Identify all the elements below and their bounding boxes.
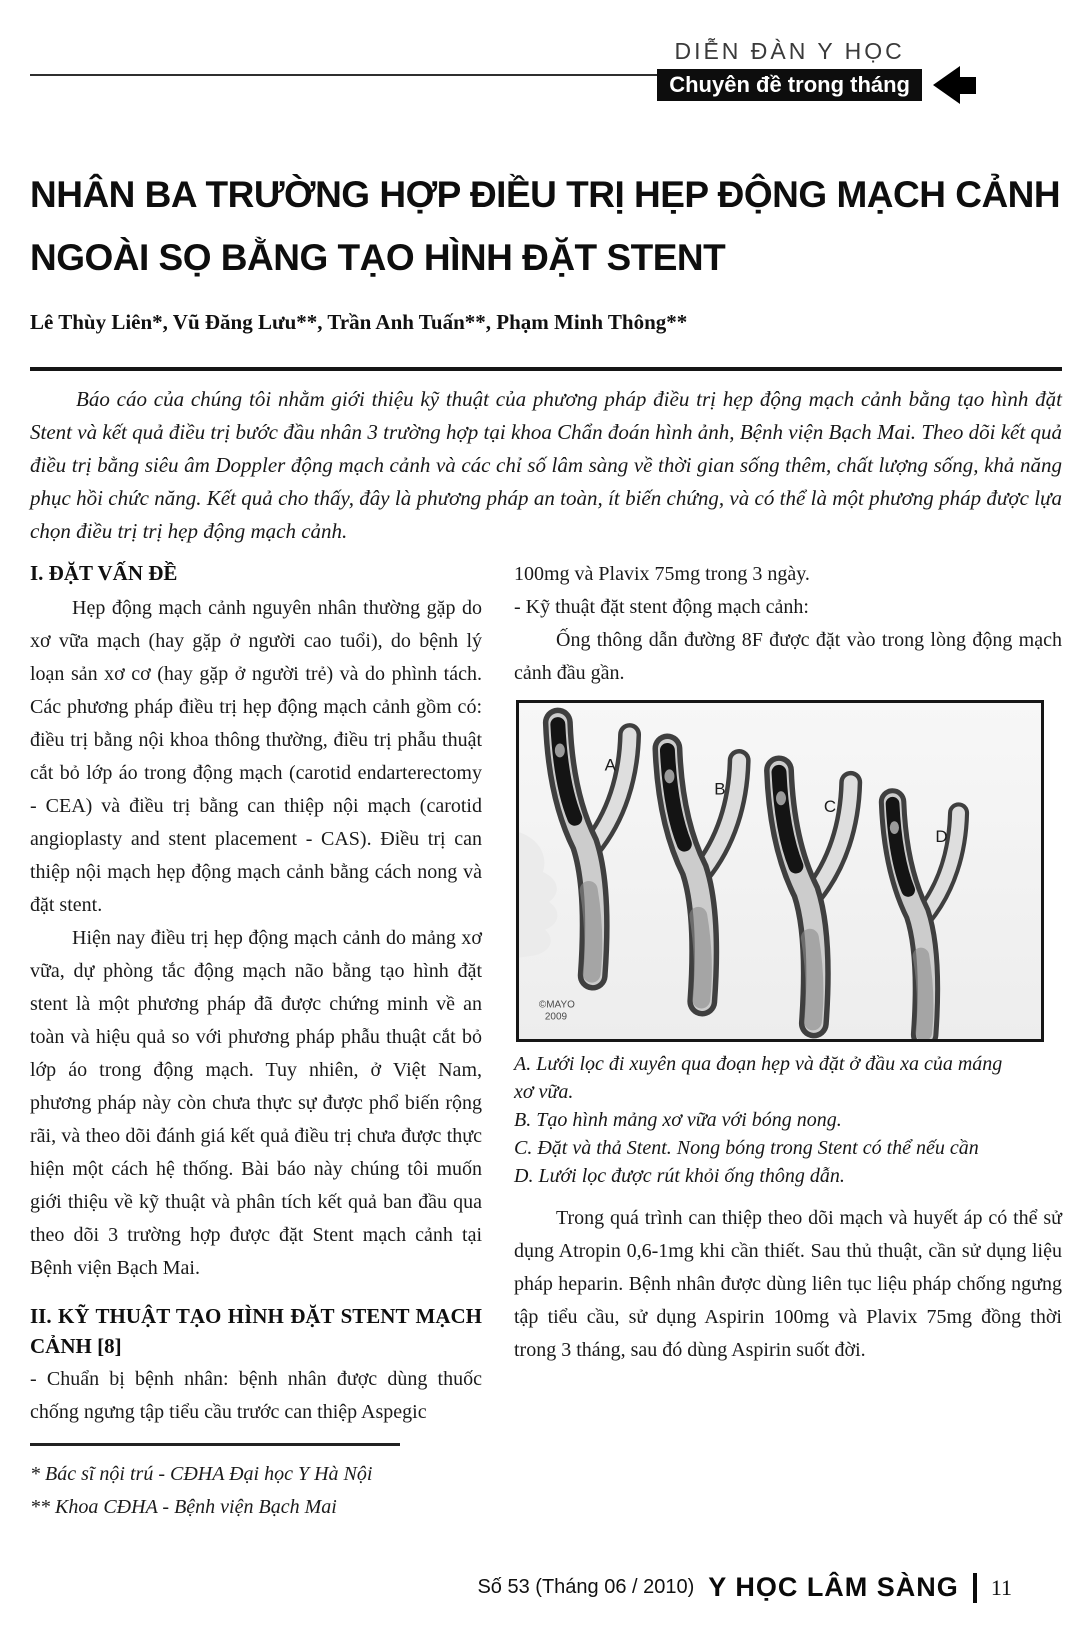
carotid-stent-figure — [516, 700, 1044, 1042]
abstract-paragraph: Báo cáo của chúng tôi nhằm giới thiệu kỹ thuật của phương pháp điều trị hẹp động mạch cảnh bằng tạo hình đặt Stent và kết quả điều trị bước đầu nhân 3 trường hợp tại khoa Chẩn đoán hình ảnh, Bệnh viện Bạch Mai. Theo dõi kết quả điều trị bằng siêu âm Doppler động mạch cảnh và các chỉ số lâm sàng về thời gian sống thêm, chất lượng sống, khả năng phục hồi chức năng. Kết quả cho thấy, đây là phương pháp an toàn, ít biến chứng, và có thể là một phương pháp được lựa chọn điều trị trị hẹp động mạch cảnh. — [30, 386, 1062, 543]
section-1-heading: I. ĐẶT VẤN ĐỀ — [30, 560, 178, 585]
authors-line: Lê Thùy Liên*, Vũ Đăng Lưu**, Trần Anh Tuấn**, Phạm Minh Thông** — [30, 309, 688, 334]
vessel-B — [664, 748, 739, 1001]
section-2-heading: II. KỸ THUẬT TẠO HÌNH ĐẶT STENT MẠCH CẢNH [8] — [30, 1303, 482, 1358]
right-column — [514, 558, 1062, 1429]
page-header — [30, 0, 1062, 118]
right-paragraph-3: Ống thông dẫn đường 8F được đặt vào trong lòng động mạch cảnh đầu gần. — [514, 628, 1062, 684]
article-title-line2: NGOÀI SỌ BẰNG TẠO HÌNH ĐẶT STENT — [30, 236, 726, 278]
footnote-1: * Bác sĩ nội trú - CĐHA Đại học Y Hà Nội — [30, 1463, 373, 1485]
footnote-rule — [30, 1443, 400, 1446]
page-footer — [477, 1572, 1012, 1603]
journal-section-label: DIỄN ĐÀN Y HỌC — [674, 38, 905, 64]
page-number: 11 — [990, 1574, 1012, 1600]
carotid-figure-illustration — [519, 703, 1041, 1039]
left-paragraph-1: Hẹp động mạch cảnh nguyên nhân thường gặp do xơ vữa mạch (hay gặp ở người cao tuổi), do bệnh lý loạn sản xơ cơ (hay gặp ở người trẻ) và do phình tách. Các phương pháp điều trị hẹp động mạch cảnh gồm có: điều trị bằng nội khoa thông thường, điều trị phẫu thuật cắt bỏ lớp áo trong động mạch (carotid endarterectomy - CEA) và điều trị bằng can thiệp nội mạch (carotid angioplasty and stent placement - CAS). Điều trị can thiệp nội mạch hẹp động mạch cảnh bằng cách nong và đặt stent. — [30, 596, 482, 916]
caption-line-a: A. Lưới lọc đi xuyên qua đoạn hẹp và đặt ở đầu xa của máng xơ vữa. — [514, 1052, 1003, 1103]
figure-label-d: D — [935, 826, 948, 846]
journal-name: Y HỌC LÂM SÀNG — [708, 1572, 959, 1602]
vessel-A — [555, 722, 630, 975]
arrow-tail — [960, 77, 976, 94]
article-title-line1: NHÂN BA TRƯỜNG HỢP ĐIỀU TRỊ HẸP ĐỘNG MẠCH CẢNH — [30, 174, 1061, 215]
left-arrow-icon — [933, 66, 976, 104]
left-column — [30, 558, 482, 1429]
right-paragraph-2: - Kỹ thuật đặt stent động mạch cảnh: — [514, 595, 809, 618]
vessel-C — [776, 770, 851, 1023]
figure-credit-line2: 2009 — [544, 1011, 568, 1023]
footnote-2: ** Khoa CĐHA - Bệnh viện Bạch Mai — [30, 1496, 337, 1518]
article-title — [30, 164, 1062, 290]
caption-line-b: B. Tạo hình mảng xơ vữa với bóng nong. — [514, 1108, 842, 1131]
figure-label-b: B — [714, 779, 726, 799]
face-profile-sketch — [519, 832, 557, 958]
header-rule — [30, 74, 738, 76]
figure-label-c: C — [823, 797, 837, 817]
figure-caption — [514, 1050, 1019, 1190]
left-paragraph-2: Hiện nay điều trị hẹp động mạch cảnh do mảng xơ vữa, dự phòng tắc động mạch não bằng tạo hình đặt stent là một phương pháp đã được chứng minh về an toàn và hiệu quả so với phương pháp phẫu thuật cắt bỏ lớp áo trong động mạch. Tuy nhiên, ở Việt Nam, phương pháp này còn chưa thực sự được phổ biến rộng rãi, và theo dõi đánh giá kết quả điều trị chưa được thực hiện một cách hệ thống. Bài báo này chúng tôi muốn giới thiệu về kỹ thuật và phân tích kết quả ban đầu qua theo dõi 3 trường hợp được đặt Stent mạch cảnh tại Bệnh viện Bạch Mai. — [30, 926, 482, 1279]
topic-badge: Chuyên đề trong tháng — [657, 69, 922, 101]
figure-label-a: A — [604, 755, 616, 775]
right-paragraph-4: Trong quá trình can thiệp theo dõi mạch và huyết áp có thể sử dụng Atropin 0,6-1mg khi cần thiết. Sau thủ thuật, cần sử dụng liệu pháp heparin. Bệnh nhân được dùng liên tục liệu pháp chống ngưng tập tiểu cầu, sử dụng Aspirin 100mg và Plavix 75mg đồng thời trong 3 tháng, sau đó dùng Aspirin suốt đời. — [514, 1206, 1062, 1361]
two-column-body — [30, 558, 1062, 1429]
issue-info: Số 53 (Tháng 06 / 2010) — [477, 1576, 695, 1598]
right-paragraph-1: 100mg và Plavix 75mg trong 3 ngày. — [514, 562, 810, 585]
figure-credit-line1: ©MAYO — [538, 999, 575, 1011]
footer-divider — [973, 1573, 977, 1603]
caption-line-d: D. Lưới lọc được rút khỏi ống thông dẫn. — [514, 1164, 845, 1187]
arrow-head — [933, 66, 960, 104]
caption-line-c: C. Đặt và thả Stent. Nong bóng trong Stent có thể nếu cần — [514, 1136, 979, 1159]
vessel-D — [890, 802, 959, 1035]
header-right-block — [657, 38, 922, 101]
left-paragraph-3: - Chuẩn bị bệnh nhân: bệnh nhân được dùng thuốc chống ngưng tập tiểu cầu trước can thiệp Aspegic — [30, 1367, 482, 1423]
footnotes-block — [30, 1443, 530, 1524]
abstract-rule — [30, 367, 1062, 371]
